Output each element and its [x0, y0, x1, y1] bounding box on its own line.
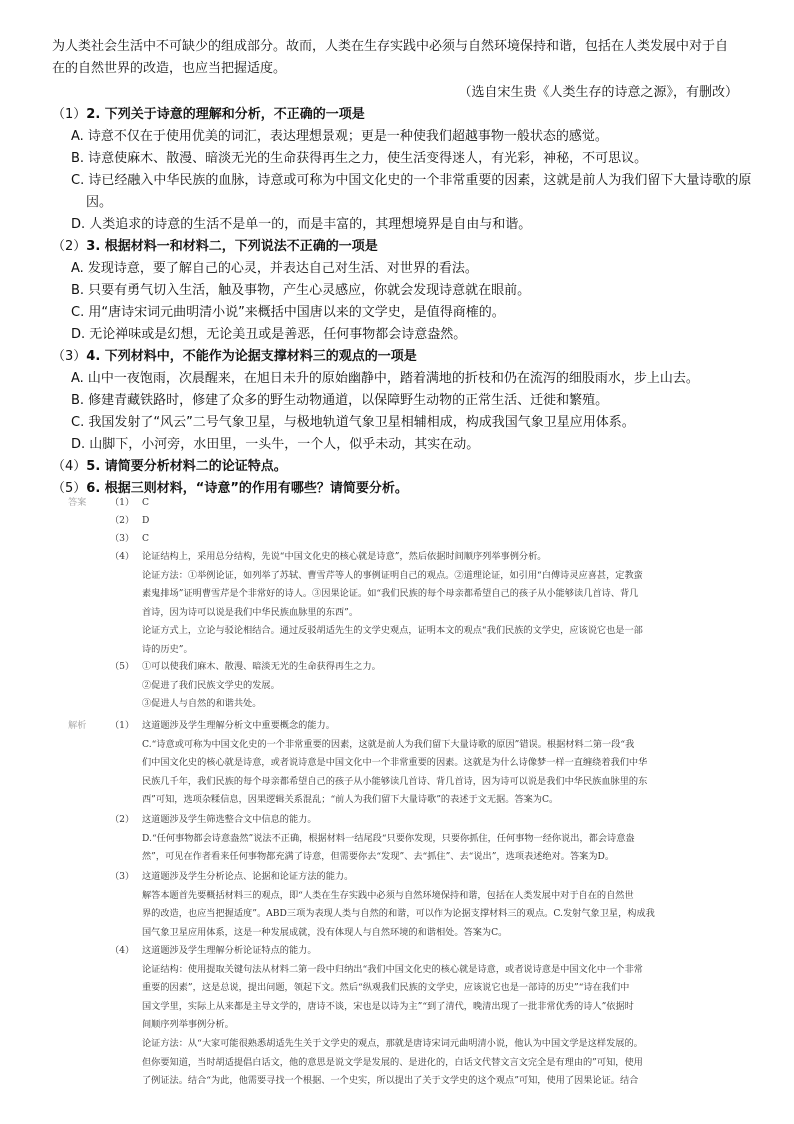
answer-number: （4） — [110, 551, 135, 562]
analysis-line: D.“任何事物都会诗意盎然”说法不正确，根据材料一结尾段“只要你发现，只要你抓住，任何事物一经你说出，都会诗意盎 — [142, 832, 635, 844]
analysis-line: 这道题涉及学生筛选整合文中信息的能力。 — [142, 814, 317, 825]
analysis-line: 国气象卫星应用体系，这是一种发展成就，没有体现人与自然环境的和谐相处。答案为C。 — [142, 926, 508, 938]
analysis-line: 国文学里，实际上从来都是主导文学的，唐诗不谈，宋也是以诗为主”“到了清代，晚清出现了一批非常优秀的诗人”依据时 — [142, 1000, 634, 1012]
analysis-line: 这道题涉及学生理解分析文中重要概念的能力。 — [142, 720, 335, 731]
answer-line: 论证方式上，立论与驳论相结合。通过反驳胡适先生的文学史观点，证明本文的观点“我们民族的文学史，应该说它也是一部 — [142, 625, 643, 637]
option-c: C. 我国发射了“风云”二号气象卫星，与极地轨道气象卫星相辅相成，构成我国气象卫星应用体系。 — [71, 415, 635, 430]
option-a: A. 诗意不仅在于使用优美的词汇，表达理想景观；更是一种使我们超越事物一般状态的感觉。 — [71, 129, 608, 144]
analysis-number: （4） — [110, 945, 135, 956]
passage-line: 为人类社会生活中不可缺少的组成部分。故而，人类在生存实践中必须与自然环境保持和谐，包括在人类发展中对于自 — [52, 39, 729, 54]
option-b: B. 修建青藏铁路时，修建了众多的野生动物通道，以保障野生动物的正常生活、迁徙和繁殖。 — [71, 393, 609, 408]
analysis-line: 间顺序列举事例分析。 — [142, 1019, 234, 1031]
answer-number: （3） — [110, 533, 135, 544]
answer-tag: 答案 — [68, 497, 87, 508]
answer-number: （1） — [110, 497, 135, 508]
question-number: （2） — [52, 239, 87, 254]
option-a: A. 山中一夜饱雨，次晨醒来，在旭日未升的原始幽静中，踏着满地的折枝和仍在流泻的细股雨水，步上山去。 — [71, 371, 699, 386]
passage-and-questions — [52, 36, 752, 500]
answer-line: ①可以使我们麻木、散漫、暗淡无光的生命获得再生之力。 — [142, 661, 381, 672]
option-d: D. 无论禅味或是幻想，无论美丑或是善恶，任何事物都会诗意盎然。 — [71, 327, 467, 342]
analysis-number: （1） — [110, 720, 135, 731]
question-4 — [52, 456, 752, 478]
question-number: （1） — [52, 107, 87, 122]
analysis-line: 但你要知道，当时胡适提倡白话文，他的意思是说文学是发展的、是进化的，白话文代替文言文完全是有理由的”可知，使用 — [142, 1056, 643, 1068]
passage-source: （选自宋生贵《人类生存的诗意之源》，有删改） — [458, 85, 738, 100]
analysis-number: （2） — [110, 814, 135, 825]
passage-line: 在的自然世界的改造，也应当把握适度。 — [52, 61, 287, 76]
answer-line: 素鬼排场”证明曹雪芹是个非常好的诗人。③因果论证。如“我们民族的每个母亲都希望自己的孩子从小能够读几首诗、背几 — [142, 588, 639, 600]
answer-line: C — [142, 533, 150, 544]
analysis-line: 民族几千年，我们民族的每个母亲都希望自己的孩子从小能够读几首诗、背几首诗，因为诗可以说是我们中华民族血脉里的东 — [142, 775, 648, 787]
question-1 — [52, 104, 752, 236]
answer-line: ③促进人与自然的和谐共处。 — [142, 698, 262, 710]
question-2 — [52, 236, 752, 346]
answer-line: 首诗，因为诗可以说是我们中华民族血脉里的东西”。 — [142, 606, 359, 618]
question-stem: 4. 下列材料中，不能作为论据支撑材料三的观点的一项是 — [86, 349, 417, 364]
analysis-line: 重要的因素”，这是总说，提出问题，领起下文。然后“纵观我们民族的文学史，应该说它也是一部诗的历史”“诗在我们中 — [142, 982, 630, 994]
question-stem: 3. 根据材料一和材料二，下列说法不正确的一项是 — [86, 239, 378, 254]
answer-number: （5） — [110, 661, 135, 672]
answer-line: 论证方法：①举例论证，如列举了苏轼、曹雪芹等人的事例证明自己的观点。②道理论证，如引用“白傅诗灵应喜甚，定教蛮 — [142, 569, 643, 581]
question-stem: 5. 请简要分析材料二的论证特点。 — [86, 459, 287, 474]
answer-line: C — [142, 497, 150, 508]
analysis-line: 这道题涉及学生理解分析论证特点的能力。 — [142, 945, 317, 956]
option-b: B. 诗意使麻木、散漫、暗淡无光的生命获得再生之力，使生活变得迷人，有光彩，神秘，不可思议。 — [71, 151, 648, 166]
question-3 — [52, 346, 752, 456]
question-number: （3） — [52, 349, 87, 364]
analysis-line: 了例证法。结合“为此，他需要寻找一个根据、一个史实，所以提出了关于文学史的这个观点”可知，使用了因果论证。结合 — [142, 1075, 639, 1087]
option-d: D. 人类追求的诗意的生活不是单一的，而是丰富的，其理想境界是自由与和谐。 — [71, 217, 532, 232]
question-stem: 6. 根据三则材料，“诗意”的作用有哪些？请简要分析。 — [86, 481, 408, 496]
analysis-line: 界的改造，也应当把握适度”。ABD三项为表现人类与自然的和谐，可以作为论据支撑材料三的观点。C.发射气象卫星，构成我 — [142, 908, 655, 920]
answer-line: 诗的历史”。 — [142, 643, 193, 655]
option-b: B. 只要有勇气切入生活，触及事物，产生心灵感应，你就会发现诗意就在眼前。 — [71, 283, 531, 298]
analysis-line: 这道题涉及学生分析论点、论据和论证方法的能力。 — [142, 871, 354, 882]
answer-number: （2） — [110, 515, 135, 526]
question-stem: 2. 下列关于诗意的理解和分析，不正确的一项是 — [86, 107, 365, 122]
option-c: C. 用“唐诗宋词元曲明清小说”来概括中国唐以来的文学史，是值得商榷的。 — [71, 305, 505, 320]
analysis-line: 论证结构：使用提取关键句法从材料二第一段中归纳出“我们中国文化史的核心就是诗意，或者说诗意是中国文化中一个非常 — [142, 963, 643, 975]
option-a: A. 发现诗意，要了解自己的心灵，并表达自己对生活、对世界的看法。 — [71, 261, 478, 276]
analysis-line: 们中国文化史的核心就是诗意，或者说诗意是中国文化中一个非常重要的因素。这就是为什么诗像梦一样一直缠绕着我们中华 — [142, 757, 648, 769]
analysis-tag: 解析 — [68, 720, 87, 731]
answer-line: 论证结构上，采用总分结构，先说“中国文化史的核心就是诗意”，然后依据时间顺序列举事例分析。 — [142, 551, 547, 562]
analysis-line: 解答本题首先要概括材料三的观点，即“人类在生存实践中必须与自然环境保持和谐，包括在人类发展中对于自在的自然世 — [142, 889, 634, 901]
answer-line: ②促进了我们民族文学史的发展。 — [142, 679, 280, 691]
answer-line: D — [142, 515, 150, 526]
analysis-line: 论证方法：从“大家可能很熟悉胡适先生关于文学史的观点，那就是唐诗宋词元曲明清小说，他认为中国文学是这样发展的。 — [142, 1037, 643, 1049]
analysis-line: 然”，可见在作者看来任何事物都充满了诗意，但需要你去“发现”、去“抓住”、去“说出”，选项表述绝对。答案为D。 — [142, 851, 615, 863]
analysis-line: 西”可知，选项杂糅信息，因果逻辑关系混乱；“前人为我们留下大量诗歌”的表述于文无据。答案为C。 — [142, 794, 559, 806]
question-number: （4） — [52, 459, 87, 474]
option-c: C. 诗已经融入中华民族的血脉，诗意或可称为中国文化史的一个非常重要的因素，这就是前人为我们留下大量诗歌的原因。 — [71, 173, 752, 210]
option-d: D. 山脚下，小河旁，水田里，一头牛，一个人，似乎未动，其实在动。 — [71, 437, 480, 452]
question-number: （5） — [52, 481, 87, 496]
analysis-number: （3） — [110, 871, 135, 882]
analysis-line: C.“诗意或可称为中国文化史的一个非常重要的因素，这就是前人为我们留下大量诗歌的原因”错误。根据材料二第一段“我 — [142, 738, 635, 750]
